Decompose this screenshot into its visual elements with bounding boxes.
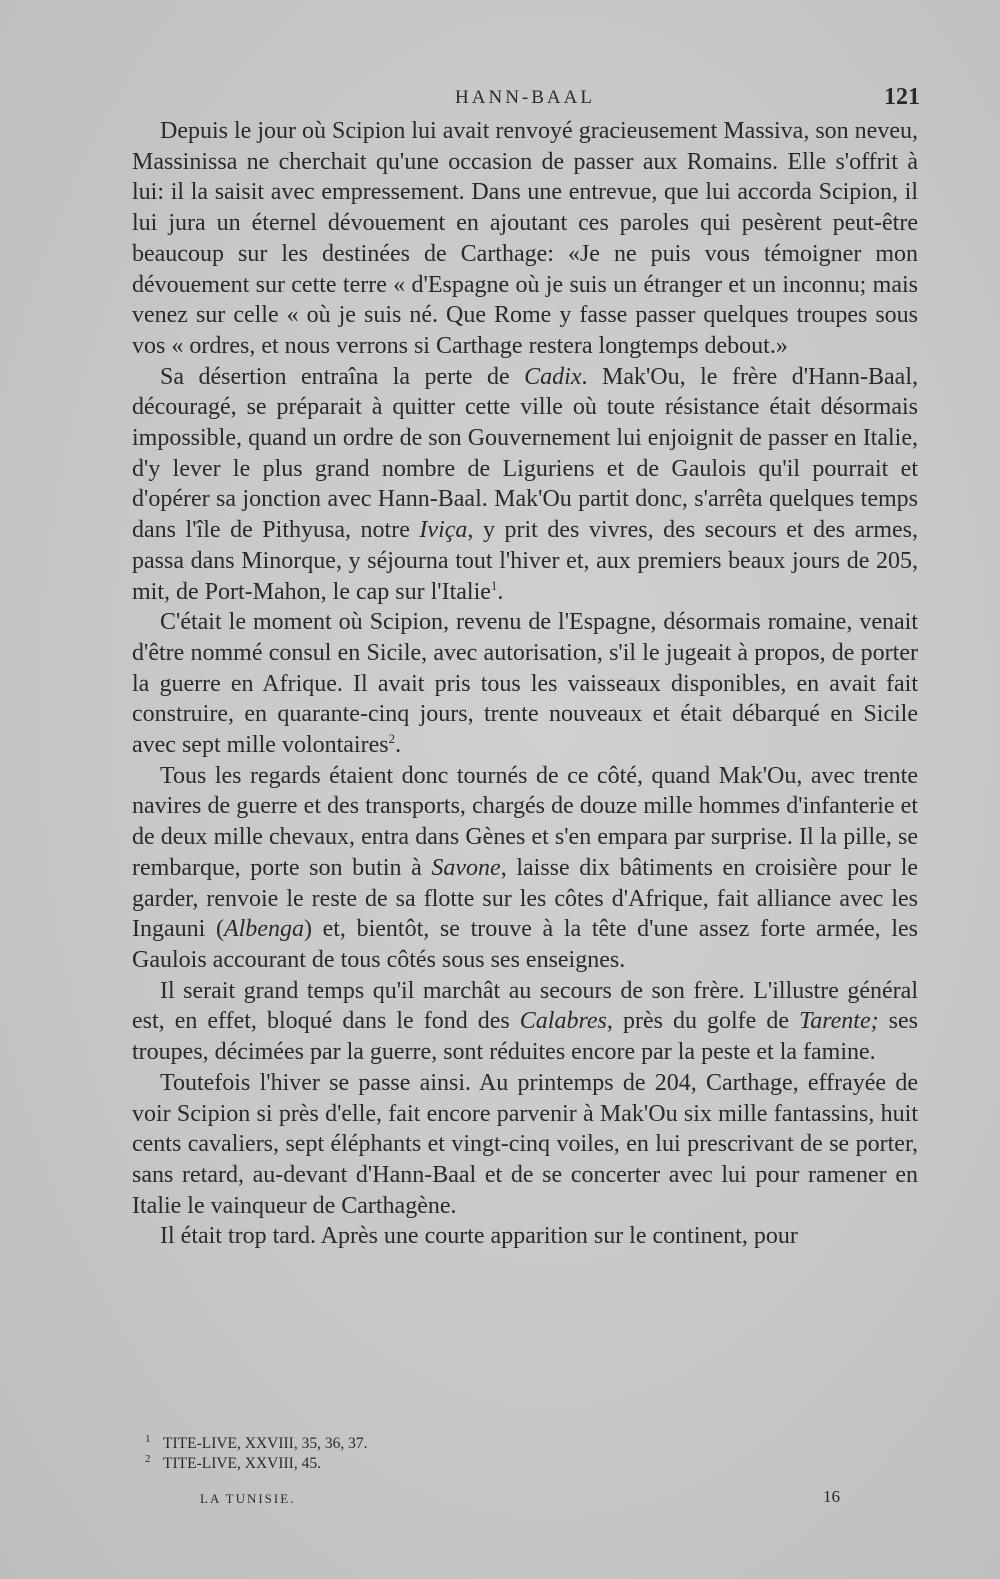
- text-run: Il était trop tard. Après une courte apparition sur le continent, pour: [160, 1223, 798, 1250]
- paragraph: [132, 362, 918, 608]
- page-number: 121: [884, 84, 920, 110]
- footnotes: [145, 1434, 845, 1474]
- paragraph: [132, 607, 918, 761]
- footnote-text: TITE-LIVE, XXVIII, 45.: [163, 1455, 321, 1472]
- italic-term: Calabres: [519, 1008, 607, 1035]
- italic-term: Albenga: [223, 916, 304, 943]
- text-run: , y prit des vivres, des secours et des armes, passa dans Minorque, y séjourna tout l'hiver et, aux premiers beaux jours de 205, mit, de Port-Mahon, le cap sur l'Italie: [132, 517, 918, 605]
- text-run: Toutefois l'hiver se passe ainsi. Au printemps de 204, Carthage, effrayée de voir Scipion si près d'elle, fait encore parvenir à Mak'Ou six mille fantassins, huit cents cavaliers, sept éléphants et vingt-cinq voiles, en lui prescrivant de se porter, sans retard, au-devant d'Hann-Baal et de se concerter avec lui pour ramener en Italie le vainqueur de Carthagène.: [132, 1069, 918, 1219]
- footnote: 2 TITE-LIVE, XXVIII, 45.: [145, 1452, 321, 1472]
- paragraph: [132, 116, 918, 362]
- page-header: [130, 84, 920, 114]
- body-text: [132, 116, 918, 1252]
- text-run: .: [395, 732, 402, 759]
- italic-term: Savone: [431, 854, 501, 881]
- signature-title: LA TUNISIE.: [200, 1491, 296, 1506]
- signature-number: 16: [823, 1487, 840, 1506]
- italic-term: Cadix: [524, 363, 582, 390]
- text-run: Depuis le jour où Scipion lui avait renvoyé gracieusement Massiva, son neveu, Massinissa ne cherchait qu'une occasion de passer aux Romains. Elle s'offrit à lui: il la saisit avec empressement. Dans une entrevue, que lui accorda Scipion, il lui jura un éternel dévouement en ajoutant ces paroles qui pesèrent peut-être beaucoup sur les destinées de Carthage: «Je ne puis vous témoigner mon dévouement sur cette terre « d'Espagne où je suis un étranger et un inconnu; mais venez sur celle « où je suis né. Que Rome y fasse passer quelques troupes sous vos « ordres, et nous verrons si Carthage restera longtemps debout.»: [132, 118, 918, 359]
- paragraph: [132, 976, 918, 1068]
- paragraph: [132, 1068, 918, 1222]
- text-run: ses troupes, décimées par la guerre, sont réduites encore par la peste et la famine.: [132, 1008, 918, 1066]
- text-run: Sa désertion entraîna la perte de: [160, 363, 525, 390]
- text-run: , près du golfe de: [606, 1008, 800, 1035]
- text-run: . Mak'Ou, le frère d'Hann-Baal, découragé, se préparait à quitter cette ville où toute résistance était désormais impossible, quand un ordre de son Gouvernement lui enjoignit de passer en Italie, d'y lever le plus grand nombre de Liguriens et de Gaulois qu'il pourrait et d'opérer sa jonction avec Hann-Baal. Mak'Ou partit donc, s'arrêta quelques temps dans l'île de Pithyusa, notre: [132, 363, 919, 544]
- footnote-reference: 2: [388, 731, 396, 747]
- paragraph: [132, 1221, 918, 1252]
- text-run: Tous les regards étaient donc tournés de ce côté, quand Mak'Ou, avec trente navires de guerre et des transports, chargés de douze mille hommes d'infanterie et de deux mille chevaux, entra dans Gènes et s'en empara par surprise. Il la pille, se rembarque, porte son butin à: [132, 762, 918, 881]
- text-run: C'était le moment où Scipion, revenu de l'Espagne, désormais romaine, venait d'être nommé consul en Sicile, avec autorisation, s'il le jugeait à propos, de porter la guerre en Afrique. Il avait pris tous les vaisseaux disponibles, en avait fait construire, en quarante-cinq jours, trente nouveaux et était débarqué en Sicile avec sept mille volontaires: [132, 609, 918, 759]
- running-title: HANN-BAAL: [455, 87, 595, 108]
- text-run: , laisse dix bâtiments en croisière pour le garder, renvoie le reste de sa flotte sur les côtes d'Afrique, fait alliance avec les Ingauni (: [132, 854, 919, 943]
- text-run: .: [497, 578, 504, 605]
- signature-line: [200, 1487, 840, 1511]
- italic-term: Iviça: [419, 517, 468, 544]
- italic-term: Tarente;: [799, 1008, 879, 1035]
- footnote-text: TITE-LIVE, XXVIII, 35, 36, 37.: [163, 1435, 368, 1452]
- text-run: Il serait grand temps qu'il marchât au secours de son frère. L'illustre général est, en effet, bloqué dans le fond des: [132, 977, 918, 1035]
- paragraph: [132, 761, 918, 976]
- footnote-reference: 1: [490, 577, 498, 593]
- text-run: ) et, bientôt, se trouve à la tête d'une assez forte armée, les Gaulois accourant de tous côtés sous ses enseignes.: [132, 916, 918, 973]
- footnote: 1 TITE-LIVE, XXVIII, 35, 36, 37.: [145, 1432, 368, 1452]
